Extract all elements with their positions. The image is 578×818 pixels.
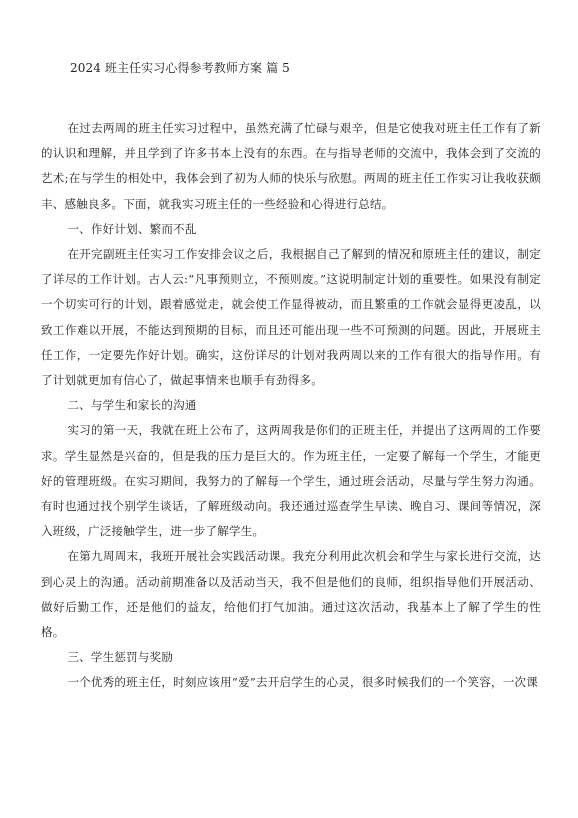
paragraph-reward-punishment: 一个优秀的班主任，时刻应该用“爱”去开启学生的心灵，很多时候我们的一个笑容，一次课 <box>67 675 538 690</box>
paragraph-planning: 在开完副班主任实习工作安排会议之后，我根据自己了解到的情况和原班主任的建议，制定了详尽的工作计划。古人云:“凡事预则立，不预则废。”这说明制定计划的重要性。如果没有制定一个切实可行的计划，跟着感觉走，就会使工作显得被动，而且繁重的工作就会显得更凌乱，以致工作难以开展，不能达到预期的目标，而且还可能出现一些不可预测的问题。因此，开展班主任工作，一定要先作好计划。确实，这份详尽的计划对我两周以来的工作有很大的指导作用。有了计划就更加有信心了，做起事情来也顺手有劲得多。 <box>41 247 541 388</box>
section-heading-3: 三、学生惩罚与奖励 <box>67 650 174 665</box>
section-heading-1: 一、作好计划、繁而不乱 <box>67 221 197 236</box>
document-body <box>41 116 541 696</box>
document-title: 2024 班主任实习心得参考教师方案 篇 5 <box>70 61 290 75</box>
paragraph-communication: 实习的第一天，我就在班上公布了，这两周我是你们的正班主任，并提出了这两周的工作要求。学生显然是兴奋的，但是我的压力是巨大的。作为班主任，一定要了解每一个学生，才能更好的管理班级。在实习期间，我努力的了解每一个学生，通过班会活动，尽量与学生努力沟通。有时也通过找个别学生谈话，了解班级动向。我还通过巡查学生早读、晚自习、课间等情况，深入班级，广泛接触学生，进一步了解学生。 <box>41 423 541 539</box>
paragraph-social-practice: 在第九周周末，我班开展社会实践活动课。我充分利用此次机会和学生与家长进行交流，达到心灵上的沟通。活动前期准备以及活动当天，我不但是他们的良师，组织指导他们开展活动、做好后勤工作，还是他们的益友，给他们打气加油。通过这次活动，我基本上了解了学生的性格。 <box>41 549 541 640</box>
section-heading-2: 二、与学生和家长的沟通 <box>67 398 197 413</box>
paragraph-intro: 在过去两周的班主任实习过程中，虽然充满了忙碌与艰辛，但是它使我对班主任工作有了新的认识和理解，并且学到了许多书本上没有的东西。在与指导老师的交流中，我体会到了交流的艺术;在与学生的相处中，我体会到了初为人师的快乐与欣慰。两周的班主任工作实习让我收获颇丰、感触良多。下面，就我实习班主任的一些经验和心得进行总结。 <box>41 121 541 211</box>
